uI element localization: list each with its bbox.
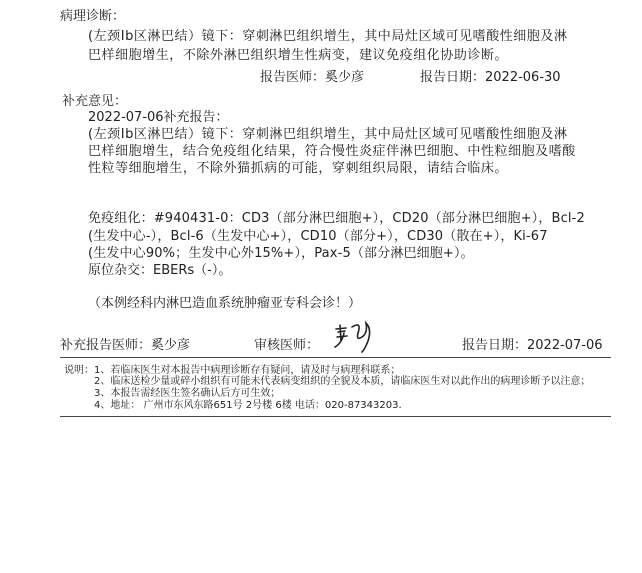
reviewer-label: 审核医师： (254, 338, 320, 353)
supplement-report-title: 2022-07-06补充报告： (88, 110, 229, 125)
supplement-report-date: 报告日期：2022-07-06 (462, 338, 603, 353)
note-4: 4、地址： 广州市东风东路651号 2号楼 6楼 电话：020-87343203. (94, 400, 402, 411)
supplement-line-2: 巴样细胞增生，结合免疫组化结果，符合慢性炎症伴淋巴细胞、中性粒细胞及嗜酸 (88, 144, 576, 159)
divider-line (60, 357, 611, 358)
ihc-line-3: (生发中心90%；生发中心外15%+），Pax-5（部分淋巴细胞+）。 (88, 246, 474, 261)
pathology-line-1: (左颈Ib区淋巴结）镜下：穿刺淋巴组织增生，其中局灶区域可见嗜酸性细胞及淋 (88, 29, 568, 44)
note-2: 2、临床送检少量或碎小组织有可能未代表病变组织的全貌及本质，请临床医生对以此作出的病理诊断予以注意； (94, 376, 591, 387)
notes-label: 说明： (64, 365, 94, 376)
supplement-line-3: 性粒等细胞增生，不除外猫抓病的可能，穿刺组织局限，请结合临床。 (88, 161, 509, 176)
pathology-heading: 病理诊断： (60, 9, 126, 24)
consultation-note: （本例经科内淋巴造血系统肿瘤亚专科会诊！） (88, 296, 362, 311)
ish-result: 原位杂交：EBERs（-）。 (88, 263, 232, 278)
ihc-line-2: (生发中心-），Bcl-6（生发中心+），CD10（部分+），CD30（散在+），Ki-67 (88, 229, 548, 244)
supplement-line-1: (左颈Ib区淋巴结）镜下：穿刺淋巴组织增生，其中局灶区域可见嗜酸性细胞及淋 (88, 127, 568, 142)
pathology-doctor: 报告医师：奚少彦 (260, 70, 365, 85)
note-1: 1、若临床医生对本报告中病理诊断存有疑问，请及时与病理科联系； (94, 365, 401, 376)
pathology-report-date: 报告日期：2022-06-30 (420, 70, 561, 85)
supplement-heading: 补充意见： (62, 94, 128, 109)
supplement-doctor: 补充报告医师：奚少彦 (60, 338, 191, 353)
pathology-line-2: 巴样细胞增生，不除外淋巴组织增生性病变，建议免疫组化协助诊断。 (88, 48, 509, 63)
reviewer-signature (332, 319, 378, 353)
ihc-line-1: 免疫组化：#940431-0：CD3（部分淋巴细胞+），CD20（部分淋巴细胞+），Bcl-2 (88, 211, 585, 226)
bottom-divider-line (60, 416, 611, 417)
note-3: 3、本报告需经医生签名确认后方可生效； (94, 388, 281, 399)
